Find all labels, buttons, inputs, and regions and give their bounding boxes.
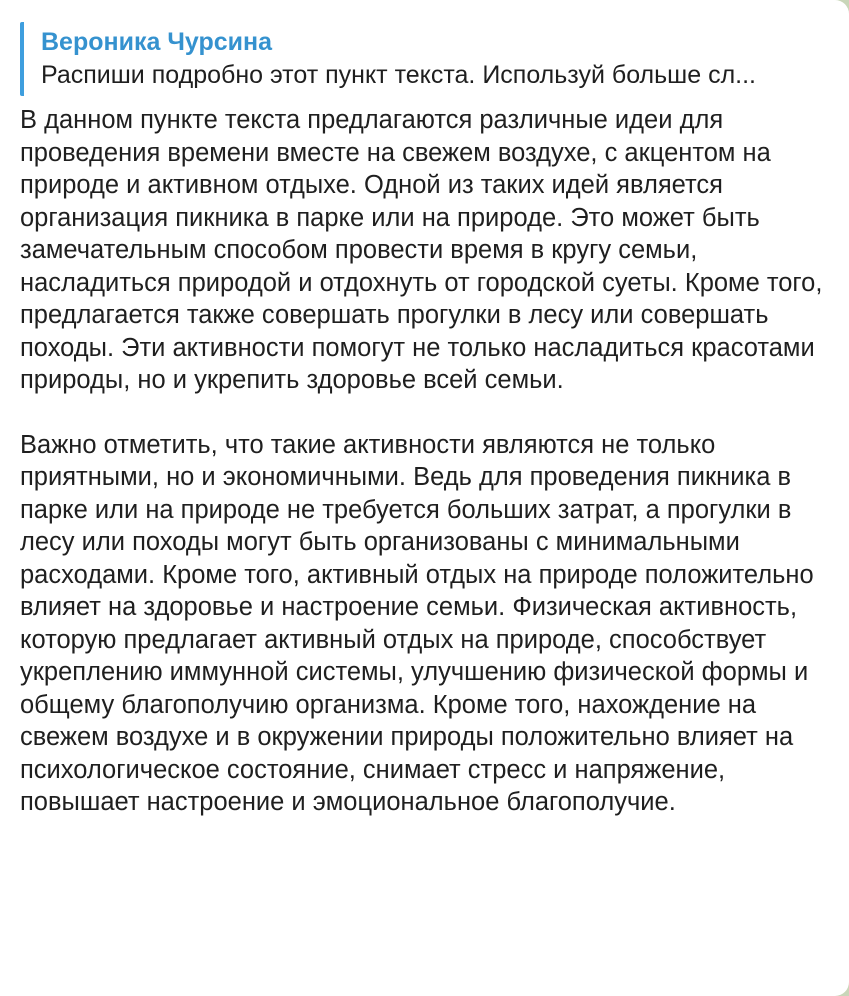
reply-quote[interactable]	[20, 22, 829, 96]
message-paragraph-2: Важно отметить, что такие активности являются не только приятными, но и экономичными. Ведь для проведения пикника в парке или на природе не требуется больших затрат, а прогулки в лесу или походы могут быть организованы с минимальными расходами. Кроме того, активный отдых на природе положительно влияет на здоровье и настроение семьи. Физическая активность, которую предлагает активный отдых на природе, способствует укреплению иммунной системы, улучшению физической формы и общему благополучию организма. Кроме того, нахождение на свежем воздухе и в окружении природы положительно влияет на психологическое состояние, снимает стресс и напряжение, повышает настроение и эмоциональное благополучие.	[20, 430, 814, 816]
reply-author: Вероника Чурсина	[41, 28, 273, 56]
message-paragraph-1: В данном пункте текста предлагаются различные идеи для проведения времени вместе на свежем воздухе, с акцентом на природе и активном отдыхе. Одной из таких идей является организация пикника в парке или на природе. Это может быть замечательным способом провести время в кругу семьи, насладиться природой и отдохнуть от городской суеты. Кроме того, предлагается также совершать прогулки в лесу или совершать походы. Эти активности помогут не только насладиться красотами природы, но и укрепить здоровье всей семьи.	[20, 106, 823, 394]
message-text	[20, 104, 835, 819]
reply-text: Распиши подробно этот пункт текста. Используй больше сл...	[41, 61, 757, 89]
